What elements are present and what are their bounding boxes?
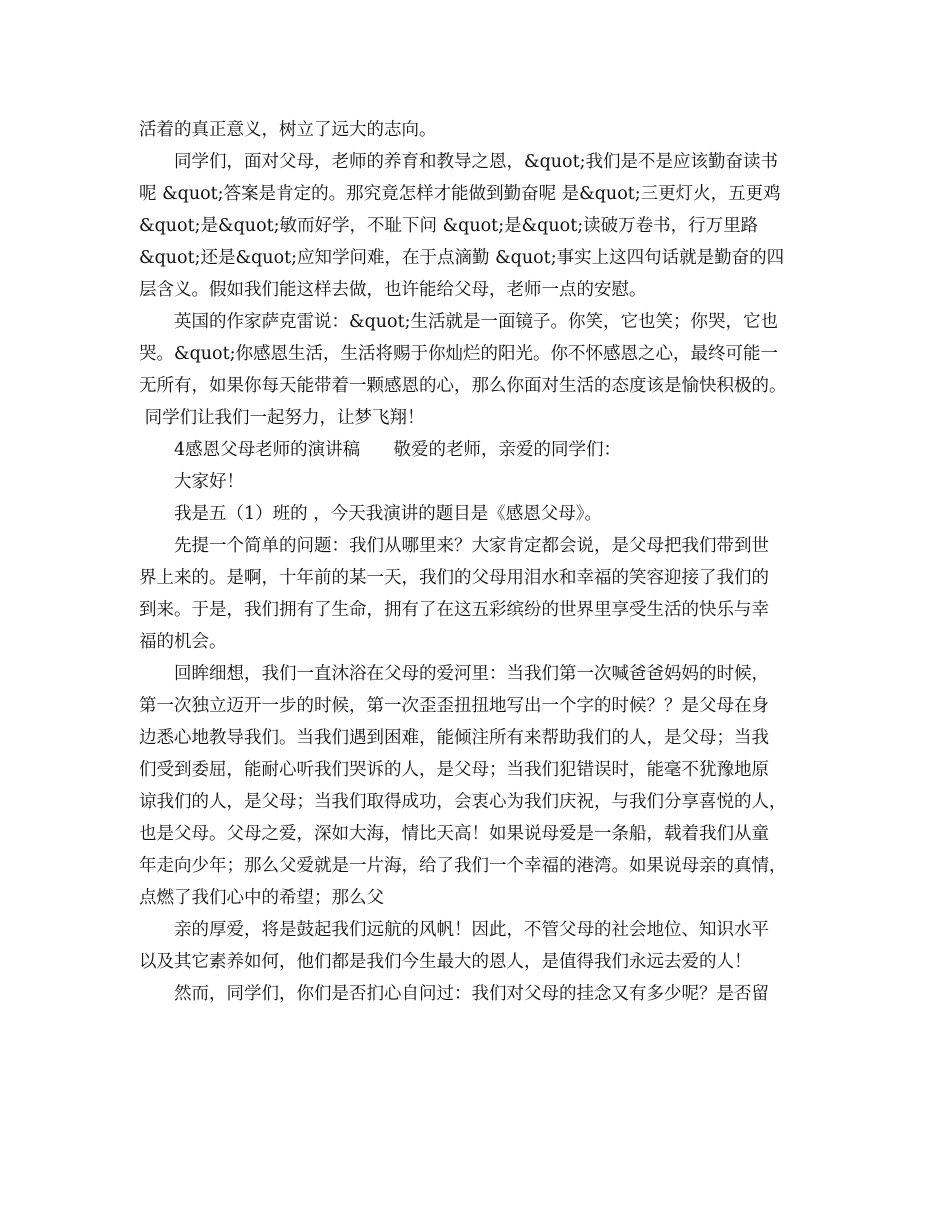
text-line: 以及其它素养如何，他们都是我们今生最大的恩人，是值得我们永远去爱的人！ [139,952,752,972]
paragraph [139,114,829,146]
document-body [139,114,829,1010]
text-line: 福的机会。 [139,632,227,652]
paragraph [139,498,829,530]
text-line: 边悉心地教导我们。当我们遇到困难，能倾注所有来帮助我们的人，是父母；当我 [139,728,769,748]
text-line: 界上来的。是啊，十年前的某一天，我们的父母用泪水和幸福的笑容迎接了我们的 [139,568,769,588]
text-line: 然而，同学们，你们是否扪心自问过：我们对父母的挂念又有多少呢？是否留 [174,984,769,1004]
text-line: 大家好！ [174,472,244,492]
text-line: 同学们让我们一起努力，让梦飞翔！ [139,408,425,428]
text-line: 层含义。假如我们能这样去做，也许能给父母，老师一点的安慰。 [139,280,647,300]
text-line: 们受到委屈，能耐心听我们哭诉的人，是父母；当我们犯错误时，能毫不犹豫地原 [139,760,769,780]
text-line: 英国的作家萨克雷说：&quot;生活就是一面镜子。你笑，它也笑；你哭，它也 [174,312,779,332]
paragraph [139,978,829,1010]
paragraph [139,434,829,466]
text-line: 第一次独立迈开一步的时候，第一次歪歪扭扭地写出一个字的时候？？是父母在身 [139,696,769,716]
text-line: 亲的厚爱，将是鼓起我们远航的风帆！因此，不管父母的社会地位、知识水平 [174,920,769,940]
paragraph [139,658,829,914]
text-line: 回眸细想，我们一直沐浴在父母的爱河里：当我们第一次喊爸爸妈妈的时候， [174,664,769,684]
text-line: &quot;是&quot;敏而好学，不耻下问 &quot;是&quot;读破万卷书，行万里路 [139,216,759,236]
text-line: 先提一个简单的问题：我们从哪里来？大家肯定都会说，是父母把我们带到世 [174,536,769,556]
text-line: 我是五（1）班的 ，今天我演讲的题目是《感恩父母》。 [174,504,602,524]
paragraph [139,914,829,978]
paragraph [139,530,829,658]
paragraph [139,466,829,498]
text-line: 活着的真正意义，树立了远大的志向。 [139,120,437,140]
text-line: &quot;还是&quot;应知学问难，在于点滴勤 &quot;事实上这四句话就是勤奋的四 [139,248,785,268]
text-line: 4感恩父母老师的演讲稿 敬爱的老师，亲爱的同学们： [174,440,622,460]
text-line: 无所有，如果你每天能带着一颗感恩的心，那么你面对生活的态度该是愉快积极的。 [139,376,787,396]
text-line: 同学们，面对父母，老师的养育和教导之恩，&quot;我们是不是应该勤奋读书 [174,152,779,172]
text-line: 哭。&quot;你感恩生活，生活将赐于你灿烂的阳光。你不怀感恩之心，最终可能一 [139,344,779,364]
text-line: 点燃了我们心中的希望；那么父 [139,888,384,908]
text-line: 到来。于是，我们拥有了生命，拥有了在这五彩缤纷的世界里享受生活的快乐与幸 [139,600,769,620]
text-line: 也是父母。父母之爱，深如大海，情比天高！如果说母爱是一条船，载着我们从童 [139,824,769,844]
paragraph [139,146,829,306]
paragraph [139,306,829,434]
text-line: 谅我们的人，是父母；当我们取得成功，会衷心为我们庆祝，与我们分享喜悦的人， [139,792,787,812]
text-line: 年走向少年；那么父爱就是一片海，给了我们一个幸福的港湾。如果说母亲的真情， [139,856,787,876]
text-line: 呢 &quot;答案是肯定的。那究竟怎样才能做到勤奋呢 是&quot;三更灯火，五更鸡 [139,184,781,204]
